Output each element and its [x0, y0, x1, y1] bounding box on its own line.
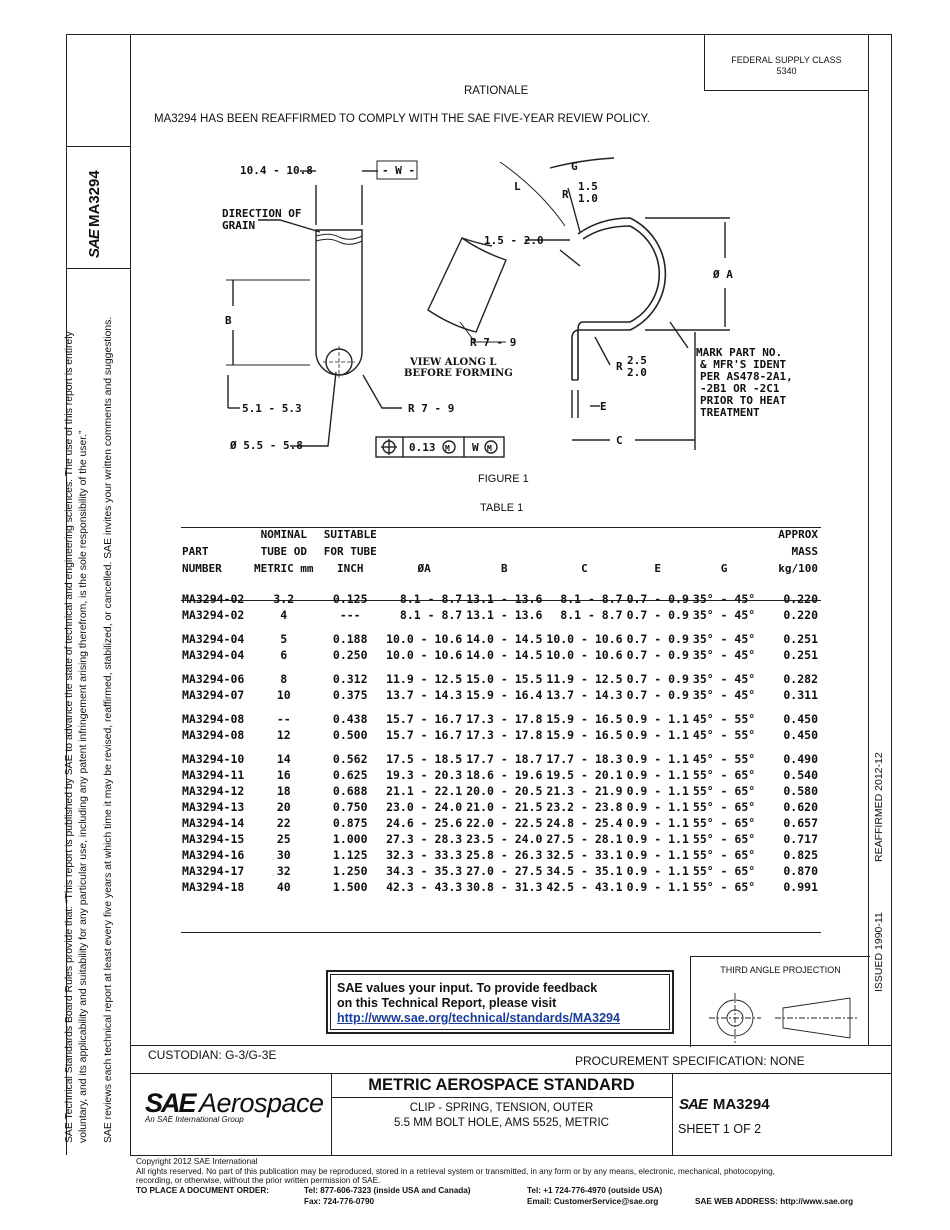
- table-cell: 13.7 - 14.3: [546, 688, 623, 702]
- table-cell: 5: [280, 632, 288, 646]
- table-cell: 3.2: [273, 592, 295, 606]
- table-cell: 55° - 65°: [692, 816, 756, 830]
- table-cell: 45° - 55°: [692, 712, 756, 726]
- table-cell: 0.657: [783, 816, 818, 830]
- table-row: [180, 767, 820, 783]
- table-cell: 17.5 - 18.5: [386, 752, 463, 766]
- table-cell: 14.0 - 14.5: [466, 632, 543, 646]
- fig-mark4: -2B1 OR -2C1: [700, 382, 780, 395]
- table-cell: 0.688: [332, 784, 368, 798]
- fig-dim-5153: 5.1 - 5.3: [242, 402, 302, 415]
- table-cell: 0.9 - 1.1: [626, 752, 689, 766]
- table-row: [180, 863, 820, 879]
- feedback-link[interactable]: http://www.sae.org/technical/standards/MA3294: [337, 1011, 620, 1025]
- figure-caption: FIGURE 1: [478, 473, 529, 485]
- table-cell: 55° - 65°: [692, 864, 756, 878]
- procurement: PROCUREMENT SPECIFICATION: NONE: [575, 1054, 805, 1068]
- fig-view1: VIEW ALONG L: [410, 357, 497, 368]
- table-cell: 10.0 - 10.6: [546, 632, 623, 646]
- table-cell: 0.251: [783, 632, 818, 646]
- title-line2: 5.5 MM BOLT HOLE, AMS 5525, METRIC: [394, 1117, 609, 1129]
- table-row: [180, 815, 820, 831]
- footer-fax: Fax: 724-776-0790: [304, 1197, 375, 1206]
- table-cell: ---: [339, 608, 361, 622]
- footer-email: Email: CustomerService@sae.org: [527, 1197, 659, 1206]
- fig-width-dim: 10.4 - 10.8: [240, 164, 313, 177]
- title-block-top-line: [130, 1073, 892, 1074]
- table-cell: 35° - 45°: [692, 632, 756, 646]
- sae-aerospace-logo: [145, 1088, 324, 1124]
- table-cell: 0.490: [783, 752, 818, 766]
- fig-tol-wm: M: [487, 444, 492, 453]
- footer-tel-intl: Tel: +1 724-776-4970 (outside USA): [527, 1186, 663, 1195]
- footer-web: SAE WEB ADDRESS: http://www.sae.org: [695, 1197, 854, 1206]
- table-cell: 0.562: [332, 752, 368, 766]
- table-cell: 17.7 - 18.7: [466, 752, 543, 766]
- table-cell: 27.5 - 28.1: [546, 832, 623, 846]
- fig-mark6: TREATMENT: [700, 406, 760, 419]
- table-cell: 0.620: [783, 800, 818, 814]
- table-cell: 30.8 - 31.3: [466, 880, 543, 894]
- table-cell: MA3294-02: [182, 592, 245, 606]
- table-cell: 17.3 - 17.8: [466, 728, 543, 742]
- table-cell: 40: [276, 880, 291, 894]
- table-cell: 0.125: [332, 592, 368, 606]
- table-cell: 0.625: [332, 768, 368, 782]
- frame-bottom-line: [130, 1155, 892, 1156]
- table-cell: 15.7 - 16.7: [386, 712, 463, 726]
- table-cell: 45° - 55°: [692, 728, 756, 742]
- table-cell: MA3294-07: [182, 688, 245, 702]
- table-cell: 1.000: [332, 832, 368, 846]
- table-cell: 0.9 - 1.1: [626, 768, 689, 782]
- table-cell: 24.6 - 25.6: [386, 816, 463, 830]
- logo-sae: SAE: [145, 1088, 195, 1118]
- table-cell: 35° - 45°: [692, 592, 756, 606]
- table-cell: 35° - 45°: [692, 648, 756, 662]
- custodian-row-top-line: [130, 1045, 892, 1046]
- doc-number-block: [679, 1096, 770, 1113]
- table-cell: MA3294-10: [182, 752, 245, 766]
- table-cell: 20: [276, 800, 291, 814]
- fig-mark2: & MFR'S IDENT: [700, 358, 787, 371]
- footer-tel-us: Tel: 877-606-7323 (inside USA and Canada): [304, 1186, 471, 1195]
- table-cell: --: [276, 712, 291, 726]
- table-cell: 10: [276, 688, 291, 702]
- table-row: [180, 687, 820, 703]
- table-cell: 32.5 - 33.1: [546, 848, 623, 862]
- table-cell: 15.7 - 16.7: [386, 728, 463, 742]
- table-cell: 0.9 - 1.1: [626, 880, 689, 894]
- table-cell: 21.1 - 22.1: [386, 784, 463, 798]
- table-cell: 35° - 45°: [692, 688, 756, 702]
- table-cell: 0.500: [332, 728, 368, 742]
- projection-symbol: [695, 985, 865, 1045]
- table-cell: 0.9 - 1.1: [626, 784, 689, 798]
- table-cell: 25.8 - 26.3: [466, 848, 543, 862]
- sheet-number: SHEET 1 OF 2: [678, 1122, 762, 1136]
- table-cell: 55° - 65°: [692, 880, 756, 894]
- left-notice-line3: SAE reviews each technical report at least every five years at which time it may be revised, reaffirmed, stabilized, or cancelled. SAE invites your written comments and suggestions.: [103, 316, 114, 1143]
- table-cell: 45° - 55°: [692, 752, 756, 766]
- fig-r15a: 1.5: [578, 180, 598, 193]
- clip-formed-outline: [572, 218, 665, 380]
- fig-r25b: 2.0: [627, 366, 647, 379]
- table-cell: 0.7 - 0.9: [626, 648, 689, 662]
- table-cell: 18.6 - 19.6: [466, 768, 543, 782]
- fig-r25: R: [616, 360, 623, 373]
- table-cell: 0.991: [783, 880, 818, 894]
- side-box-divider-bottom: [66, 268, 130, 269]
- table-cell: 0.750: [332, 800, 368, 814]
- table-cell: 0.438: [332, 712, 368, 726]
- table-cell: 14.0 - 14.5: [466, 648, 543, 662]
- table-cell: 20.0 - 20.5: [466, 784, 543, 798]
- table-cell: 0.9 - 1.1: [626, 728, 689, 742]
- fig-tol-value: 0.13: [409, 441, 436, 454]
- table-cell: 0.9 - 1.1: [626, 816, 689, 830]
- table-cell: 0.9 - 1.1: [626, 832, 689, 846]
- table-header-cell: SUITABLE FOR TUBE INCH: [323, 528, 377, 575]
- table-cell: 13.7 - 14.3: [386, 688, 463, 702]
- table-cell: 0.375: [332, 688, 368, 702]
- table-header-cell: NOMINAL TUBE OD METRIC mm: [253, 528, 314, 575]
- rationale-text: MA3294 HAS BEEN REAFFIRMED TO COMPLY WITH THE SAE FIVE-YEAR REVIEW POLICY.: [154, 113, 650, 125]
- table-cell: 0.7 - 0.9: [626, 688, 689, 702]
- table-body: [180, 583, 820, 895]
- table-cell: 4: [280, 608, 288, 622]
- table-cell: 11.9 - 12.5: [546, 672, 623, 686]
- table-header-cell: ØA: [417, 562, 431, 575]
- footer-rights1: All rights reserved. No part of this publication may be reproduced, stored in a retrieval system or transmitted, in any form or by any means, electronic, mechanical, photocopying,: [136, 1166, 775, 1176]
- side-doc-number: MA3294: [86, 170, 103, 227]
- table-cell: MA3294-17: [182, 864, 245, 878]
- fig-w-box: - W -: [382, 164, 416, 177]
- table-cell: 16: [276, 768, 291, 782]
- rationale-heading: RATIONALE: [464, 85, 529, 97]
- left-notice-line2: voluntary, and its applicability and suitability for any particular use, including any patent infringement arising therefrom, is the sole responsibility of the user.”: [78, 430, 89, 1143]
- table-cell: 0.282: [783, 672, 818, 686]
- fig-hole-dim: Ø 5.5 - 5.8: [230, 439, 303, 452]
- table-cell: 0.9 - 1.1: [626, 848, 689, 862]
- table-cell: 55° - 65°: [692, 784, 756, 798]
- table-cell: 1.250: [332, 864, 368, 878]
- side-box-divider-top: [66, 146, 130, 147]
- issued-date: ISSUED 1990-11: [873, 912, 885, 992]
- dimension-table: [180, 526, 820, 895]
- doc-number: MA3294: [712, 1096, 770, 1113]
- table-cell: 23.5 - 24.0: [466, 832, 543, 846]
- feedback-box: [326, 970, 674, 1034]
- table-cell: 15.9 - 16.5: [546, 712, 623, 726]
- fig-tol-m: M: [445, 444, 450, 453]
- fig-l: L: [514, 180, 521, 193]
- table-cell: MA3294-18: [182, 880, 245, 894]
- table-cell: 17.3 - 17.8: [466, 712, 543, 726]
- table-cell: 0.580: [783, 784, 818, 798]
- table-cell: 8.1 - 8.7: [399, 608, 463, 622]
- left-notice-line1: SAE Technical Standards Board Rules provide that: “This report is published by SAE to advance the state of technical and engineering sciences. The use of this report is entirely: [64, 331, 75, 1143]
- fig-r15b: 1.0: [578, 192, 598, 205]
- table-cell: 0.220: [783, 592, 818, 606]
- fig-c: C: [616, 434, 623, 447]
- table-row: [180, 743, 820, 767]
- table-row: [180, 583, 820, 607]
- table-cell: 8.1 - 8.7: [560, 592, 623, 606]
- table-row: [180, 727, 820, 743]
- federal-supply-box: [704, 34, 869, 91]
- title-line1: CLIP - SPRING, TENSION, OUTER: [409, 1102, 594, 1114]
- frame-right-inner-line: [868, 34, 869, 1045]
- fig-oa: Ø A: [713, 268, 733, 281]
- table-cell: 15.0 - 15.5: [466, 672, 543, 686]
- table-row: [180, 847, 820, 863]
- table-cell: MA3294-06: [182, 672, 245, 686]
- table-cell: 0.311: [783, 688, 818, 702]
- table-cell: 24.8 - 25.4: [546, 816, 623, 830]
- fig-r25a: 2.5: [627, 354, 647, 367]
- table-cell: 8: [280, 672, 288, 686]
- table-cell: 27.0 - 27.5: [466, 864, 543, 878]
- table-cell: 1.500: [332, 880, 368, 894]
- table-header-cell: B: [501, 562, 508, 575]
- table-cell: 22.0 - 22.5: [466, 816, 543, 830]
- table-cell: 23.2 - 23.8: [546, 800, 623, 814]
- table-cell: 27.3 - 28.3: [386, 832, 463, 846]
- table-cell: 0.450: [783, 728, 818, 742]
- table-cell: 17.7 - 18.3: [546, 752, 623, 766]
- fig-e: E: [600, 400, 607, 413]
- table-cell: 25: [276, 832, 291, 846]
- table-cell: MA3294-04: [182, 648, 245, 662]
- table-header-cell: G: [720, 562, 728, 575]
- table-cell: 0.7 - 0.9: [626, 592, 689, 606]
- table-cell: MA3294-11: [182, 768, 245, 782]
- table-row: [180, 879, 820, 895]
- footer-order-label: TO PLACE A DOCUMENT ORDER:: [136, 1186, 269, 1195]
- footer-copyright: Copyright 2012 SAE International: [136, 1157, 258, 1166]
- table-row: [180, 623, 820, 647]
- projection-label: THIRD ANGLE PROJECTION: [720, 965, 841, 975]
- table-cell: 30: [276, 848, 291, 862]
- table-header-cell: PART NUMBER: [182, 545, 222, 575]
- table-cell: 15.9 - 16.5: [546, 728, 623, 742]
- table-cell: 0.251: [783, 648, 818, 662]
- table-cell: 0.540: [783, 768, 818, 782]
- feedback-line1: SAE values your input. To provide feedback: [337, 981, 598, 995]
- table-cell: MA3294-14: [182, 816, 245, 830]
- fig-mark3: PER AS478-2A1,: [700, 370, 793, 383]
- table-cell: 34.5 - 35.1: [546, 864, 623, 878]
- table-row: [180, 663, 820, 687]
- table-cell: 22: [276, 816, 291, 830]
- fig-r15: R: [562, 188, 569, 201]
- sae-side-logo: SAE: [86, 226, 103, 258]
- table-cell: 8.1 - 8.7: [399, 592, 463, 606]
- table-cell: 32: [276, 864, 291, 878]
- table-cell: 10.0 - 10.6: [546, 648, 623, 662]
- table-cell: MA3294-16: [182, 848, 245, 862]
- table-cell: 18: [276, 784, 291, 798]
- table-cell: 35° - 45°: [692, 672, 756, 686]
- table-cell: MA3294-04: [182, 632, 245, 646]
- table-cell: 0.9 - 1.1: [626, 800, 689, 814]
- table-cell: 0.825: [783, 848, 818, 862]
- fig-view2: BEFORE FORMING: [404, 368, 513, 379]
- table-header-cell: E: [654, 562, 662, 575]
- projection-box: [690, 956, 870, 1047]
- fig-d1520: 1.5 - 2.0: [484, 234, 544, 247]
- table-cell: 0.7 - 0.9: [626, 672, 689, 686]
- table-header-row: [180, 526, 820, 583]
- table-cell: 0.312: [332, 672, 368, 686]
- side-doc-id: [86, 170, 103, 258]
- feedback-line2: on this Technical Report, please visit: [337, 996, 557, 1010]
- table-cell: 0.188: [332, 632, 368, 646]
- table-row: [180, 703, 820, 727]
- table-cell: 34.3 - 35.3: [386, 864, 463, 878]
- table-cell: 14: [276, 752, 291, 766]
- view-along-l-shape: [428, 238, 506, 332]
- table-cell: 1.125: [332, 848, 368, 862]
- custodian: CUSTODIAN: G-3/G-3E: [148, 1048, 277, 1062]
- table-header-cell: C: [581, 562, 588, 575]
- table-cell: 0.9 - 1.1: [626, 864, 689, 878]
- table-cell: 15.9 - 16.4: [466, 688, 543, 702]
- fig-mark1: MARK PART NO.: [696, 346, 783, 359]
- table-cell: 6: [280, 648, 288, 662]
- frame-right-line: [891, 34, 892, 1155]
- table-row: [180, 799, 820, 815]
- federal-supply-value: 5340: [776, 66, 797, 76]
- fig-grain: GRAIN: [222, 219, 256, 232]
- table-row: [180, 647, 820, 663]
- fig-direction: DIRECTION OF: [222, 207, 302, 220]
- fig-tol-w: W: [472, 441, 479, 454]
- table-row: [180, 783, 820, 799]
- table-cell: 32.3 - 33.3: [386, 848, 463, 862]
- standard-title-underline: [331, 1097, 672, 1098]
- table-cell: 0.220: [783, 608, 818, 622]
- federal-supply-label: FEDERAL SUPPLY CLASS: [731, 55, 842, 65]
- reaffirmed-date: REAFFIRMED 2012-12: [873, 752, 885, 862]
- footer-rights2: recording, or otherwise, without the prior written permission of SAE.: [136, 1176, 381, 1186]
- footer: [136, 1157, 886, 1186]
- table-cell: 12: [276, 728, 291, 742]
- table-row: [180, 607, 820, 623]
- fig-r79-upper: R 7 - 9: [470, 336, 517, 349]
- table-cell: 0.250: [332, 648, 368, 662]
- table-header-cell: APPROX MASS kg/100: [778, 528, 818, 575]
- fig-b-label: B: [225, 314, 232, 327]
- table-cell: 0.9 - 1.1: [626, 712, 689, 726]
- table-cell: MA3294-08: [182, 712, 245, 726]
- table-cell: 21.0 - 21.5: [466, 800, 543, 814]
- table-cell: 13.1 - 13.6: [466, 608, 543, 622]
- table-cell: 42.5 - 43.1: [546, 880, 623, 894]
- table-cell: 19.5 - 20.1: [546, 768, 623, 782]
- table-cell: MA3294-02: [182, 608, 245, 622]
- table-cell: 0.717: [783, 832, 818, 846]
- standard-title: METRIC AEROSPACE STANDARD: [368, 1076, 635, 1094]
- figure-1-drawing: [130, 140, 830, 480]
- title-block-divider-2: [672, 1073, 673, 1155]
- table-cell: MA3294-12: [182, 784, 245, 798]
- table-cell: 23.0 - 24.0: [386, 800, 463, 814]
- table-cell: 19.3 - 20.3: [386, 768, 463, 782]
- table-row: [180, 831, 820, 847]
- table-cell: 55° - 65°: [692, 768, 756, 782]
- table-cell: MA3294-13: [182, 800, 245, 814]
- table-cell: 35° - 45°: [692, 608, 756, 622]
- fig-g: G: [571, 160, 578, 173]
- table-cell: 0.450: [783, 712, 818, 726]
- table-bottom-rule: [181, 932, 821, 933]
- table-cell: 0.875: [332, 816, 368, 830]
- logo-group: An SAE International Group: [145, 1115, 244, 1124]
- fig-mark5: PRIOR TO HEAT: [700, 394, 787, 407]
- table-cell: 0.870: [783, 864, 818, 878]
- table-cell: 0.7 - 0.9: [626, 632, 689, 646]
- table-cell: 21.3 - 21.9: [546, 784, 623, 798]
- table-cell: 10.0 - 10.6: [386, 632, 463, 646]
- table-cell: 55° - 65°: [692, 800, 756, 814]
- table-cell: MA3294-15: [182, 832, 245, 846]
- table-cell: 55° - 65°: [692, 848, 756, 862]
- table-cell: 13.1 - 13.6: [466, 592, 543, 606]
- table-cell: 8.1 - 8.7: [560, 608, 623, 622]
- table-cell: MA3294-08: [182, 728, 245, 742]
- table-cell: 11.9 - 12.5: [386, 672, 463, 686]
- table-cell: 10.0 - 10.6: [386, 648, 463, 662]
- table-cell: 0.7 - 0.9: [626, 608, 689, 622]
- table-cell: 42.3 - 43.3: [386, 880, 463, 894]
- doc-sae-mark: SAE: [679, 1096, 707, 1113]
- table-caption: TABLE 1: [480, 502, 524, 514]
- logo-aerospace: Aerospace: [198, 1088, 324, 1118]
- table-cell: 55° - 65°: [692, 832, 756, 846]
- fig-r79-lower: R 7 - 9: [408, 402, 455, 415]
